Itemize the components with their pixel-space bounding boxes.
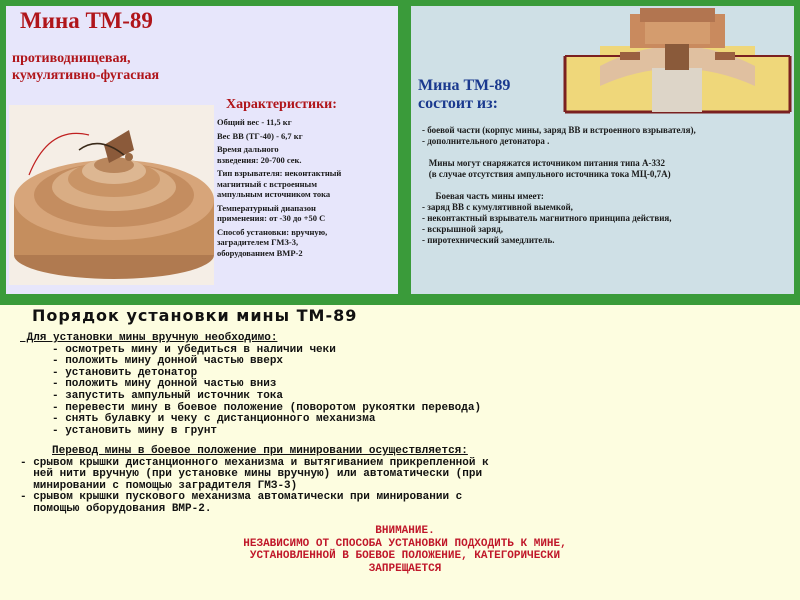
combat-item: минировании с помощью заградителя ГМЗ-3) <box>20 479 298 492</box>
manual-item: - осмотреть мину и убедиться в наличии чеки <box>52 343 336 356</box>
installation-title: Порядок установки мины ТМ-89 <box>32 306 358 325</box>
composition-line: Мины могут снаряжатся источником питания типа А-332 <box>422 158 666 168</box>
manual-item: - установить детонатор <box>52 366 198 379</box>
combat-item: - срывом крышки пускового механизма автоматически при минировании с <box>20 491 463 504</box>
warning-line: УСТАНОВЛЕННОЙ В БОЕВОЕ ПОЛОЖЕНИЕ, КАТЕГОРИЧЕСКИ <box>249 550 561 562</box>
composition-line: - боевой части (корпус мины, заряд ВВ и встроенного взрывателя), <box>422 125 696 135</box>
warning-line: ВНИМАНИЕ. <box>375 525 435 537</box>
manual-item: - перевести мину в боевое положение (поворотом рукоятки перевода) <box>52 401 482 414</box>
warning-block <box>70 525 740 575</box>
combat-position-block <box>20 446 780 516</box>
manual-item: - установить мину в грунт <box>52 424 218 437</box>
specs-list <box>217 117 395 261</box>
characteristics-header: Характеристики: <box>226 97 337 112</box>
combat-header: Перевод мины в боевое положение при минировании осуществляется: <box>52 445 468 457</box>
manual-item: - положить мину донной частью вверх <box>52 355 284 368</box>
manual-item: - запустить ампульный источник тока <box>52 389 284 402</box>
combat-item: ней нити вручную (при установке мины вручную) или автоматически (при <box>20 468 483 481</box>
right-title: Мина ТМ-89 состоит из: <box>418 77 511 112</box>
spec-item: Температурный диапазон применения: от -30 до +50 С <box>217 202 326 223</box>
left-title: Мина ТМ-89 <box>20 8 153 33</box>
warning-line: ЗАПРЕЩАЕТСЯ <box>368 562 442 575</box>
composition-line: (в случае отсутствия ампульного источника тока МЦ-0,7А) <box>422 169 671 179</box>
left-subtitle: противоднищевая, кумулятивно-фугасная <box>12 51 160 83</box>
composition-line: - неконтактный взрыватель магнитного принципа действия, <box>422 213 672 223</box>
spec-item: Общий вес - 11,5 кг <box>217 117 292 127</box>
composition-line: - дополнительного детонатора . <box>422 136 550 146</box>
spec-item: Время дального взведения: 20-700 сек. <box>217 144 302 165</box>
warning-line: НЕЗАВИСИМО ОТ СПОСОБА УСТАНОВКИ ПОДХОДИТЬ К МИНЕ, <box>243 537 567 550</box>
spec-item: Вес ВВ (ТГ-40) - 6,7 кг <box>217 130 303 141</box>
spec-item: Тип взрывателя: неконтактный магнитный с встроенным ампульным источником тока <box>217 168 342 199</box>
composition-line: - заряд ВВ с кумулятивной выемкой, <box>422 202 573 212</box>
combat-item: - срывом крышки дистанционного механизма и вытягиванием прикрепленной к <box>20 456 489 469</box>
combat-item: помощью оборудования ВМР-2. <box>20 502 212 515</box>
mine-photo-image <box>9 105 214 285</box>
composition-line: Боевая часть мины имеет: <box>422 191 544 201</box>
manual-header: Для установки мины вручную необходимо: <box>20 332 278 344</box>
manual-installation-block <box>20 333 780 437</box>
manual-item: - положить мину донной частью вниз <box>52 378 277 391</box>
composition-line: - вскрышной заряд, <box>422 224 503 234</box>
composition-line: - пиротехнический замедлитель. <box>422 235 555 245</box>
composition-text <box>422 125 787 246</box>
mine-cross-section-image <box>560 6 794 118</box>
spec-item: Способ установки: вручную, заградителем ГМЗ-3, оборудованием ВМР-2 <box>217 226 328 258</box>
manual-item: - снять булавку и чеку с дистанционного механизма <box>52 413 376 426</box>
